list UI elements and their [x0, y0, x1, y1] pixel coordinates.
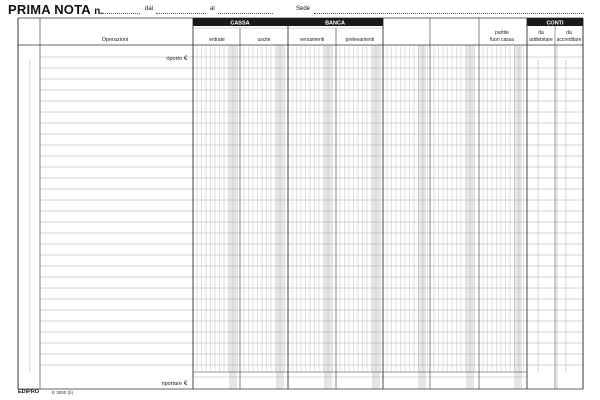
banca-in-header: versamenti: [299, 37, 325, 43]
to-label: al: [210, 6, 215, 12]
cassa-out-header: uscite: [257, 37, 271, 43]
conti-debit-line1: da: [538, 30, 544, 36]
conti-credit-line1: da: [566, 30, 572, 36]
title-text: PRIMA NOTA: [8, 2, 91, 17]
carry-in-currency: €: [184, 56, 188, 62]
number-label: n.: [94, 6, 104, 17]
banca-title: BANCA: [325, 20, 345, 27]
conti-title: CONTI: [546, 20, 564, 27]
conti-credit-line2: accreditare: [556, 37, 582, 43]
shaded-column: [556, 45, 558, 389]
operations-header: Operazioni: [101, 37, 129, 43]
carry-out-currency: €: [184, 381, 188, 387]
banca-out-header: prelevamenti: [345, 37, 375, 43]
conti-debit-line2: addebitare: [529, 37, 553, 43]
form-code: E 3000 (b): [52, 390, 74, 395]
carry-in-label: riporto: [166, 56, 182, 62]
from-label: dal: [145, 6, 154, 12]
shaded-column: [418, 45, 426, 389]
publisher-logo: EDIPRO: [18, 389, 40, 395]
shaded-columns: [229, 45, 558, 389]
partite-header-line1: partite: [495, 30, 509, 36]
partite-header-line2: fuori cassa: [489, 37, 515, 43]
column-rules: [18, 18, 583, 389]
location-label: Sede: [296, 6, 311, 12]
shaded-column: [514, 45, 522, 389]
cassa-title: CASSA: [230, 20, 250, 27]
carry-out-label: riportare: [161, 381, 182, 387]
cassa-in-header: entrate: [209, 37, 225, 43]
row-rules: [18, 18, 583, 389]
